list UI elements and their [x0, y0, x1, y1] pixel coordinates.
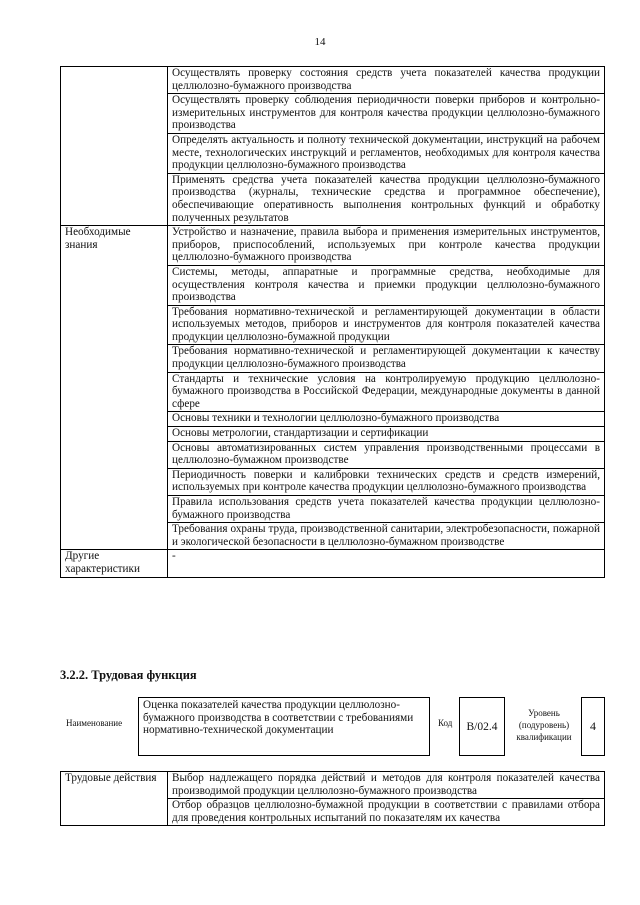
labor-actions-table: [60, 771, 605, 826]
table-cell: Требования нормативно-технической и регламентирующей документации к качеству продукции целлюлозно-бумажного производства: [168, 345, 605, 372]
section-heading: 3.2.2. Трудовая функция: [60, 668, 197, 682]
code-label: Код: [438, 718, 453, 728]
table-cell: Отбор образцов целлюлозно-бумажной продукции в соответствии с правилами отбора для проведения контрольных испытаний по показателям их качества: [168, 799, 605, 826]
table-cell: Определять актуальность и полноту технической документации, инструкций на рабочем месте, технологических инструкций и регламентов, необходимых для контроля качества продукции целлюлозно-бумажного производства: [168, 133, 605, 173]
table-row: [61, 772, 605, 799]
name-label: Наименование: [66, 718, 123, 728]
table-cell: Осуществлять проверку состояния средств учета показателей качества продукции целлюлозно-бумажного производства: [168, 67, 605, 94]
row-label-other: Другие характеристики: [61, 550, 168, 577]
table-cell: Требования охраны труда, производственной санитарии, электробезопасности, пожарной и экологической безопасности в целлюлозно-бумажном производстве: [168, 523, 605, 550]
table-row: [61, 67, 605, 94]
table-cell: Правила использования средств учета показателей качества продукции целлюлозно-бумажного производства: [168, 496, 605, 523]
table-cell: Устройство и назначение, правила выбора и применения измерительных инструментов, приборов, приспособлений, используемых при контроле качества продукции целлюлозно-бумажного производства: [168, 226, 605, 266]
table-cell: -: [168, 550, 605, 577]
row-label-knowledge: Необходимые знания: [61, 226, 168, 550]
table-cell: Основы метрологии, стандартизации и сертификации: [168, 427, 605, 442]
table-cell: Системы, методы, аппаратные и программные средства, необходимые для осуществления контроля качества и приемки продукции целлюлозно-бумажного производства: [168, 265, 605, 305]
table-cell: Стандарты и технические условия на контролируемую продукцию целлюлозно-бумажного производства в Российской Федерации, международные документы в данной сфере: [168, 372, 605, 412]
table-row: [61, 226, 605, 266]
code-box: B/02.4: [459, 697, 505, 756]
table-cell: Осуществлять проверку соблюдения периодичности поверки приборов и контрольно-измерительных инструментов для контроля качества продукции целлюлозно-бумажного производства: [168, 94, 605, 134]
skills-knowledge-table: [60, 66, 605, 578]
table-row: [61, 550, 605, 577]
page-number: 14: [314, 36, 326, 48]
level-box: 4: [581, 697, 605, 756]
function-name-box: Оценка показателей качества продукции целлюлозно-бумажного производства в соответствии с требованиями нормативно-технической документации: [138, 697, 430, 756]
level-label: Уровень (подуровень) квалификации: [516, 708, 572, 742]
table-cell: Основы автоматизированных систем управления производственными процессами в целлюлозно-бумажном производстве: [168, 441, 605, 468]
table-cell: Выбор надлежащего порядка действий и методов для контроля показателей качества производимой продукции целлюлозно-бумажного производства: [168, 772, 605, 799]
table-cell: Основы техники и технологии целлюлозно-бумажного производства: [168, 412, 605, 427]
table-cell: Требования нормативно-технической и регламентирующей документации в области используемых методов, приборов и инструментов для контроля показателей качества продукции целлюлозно-бумажной продукции: [168, 305, 605, 345]
row-label: [61, 67, 168, 226]
row-label-actions: Трудовые действия: [61, 772, 168, 826]
table-cell: Применять средства учета показателей качества продукции целлюлозно-бумажного производства (журналы, технические средства и программное обеспечение), обеспечивающие оперативность выполнения контрольных функций и обработку полученных результатов: [168, 173, 605, 225]
table-cell: Периодичность поверки и калибровки технических средств и средств измерений, используемых при контроле качества продукции целлюлозно-бумажного производства: [168, 468, 605, 495]
